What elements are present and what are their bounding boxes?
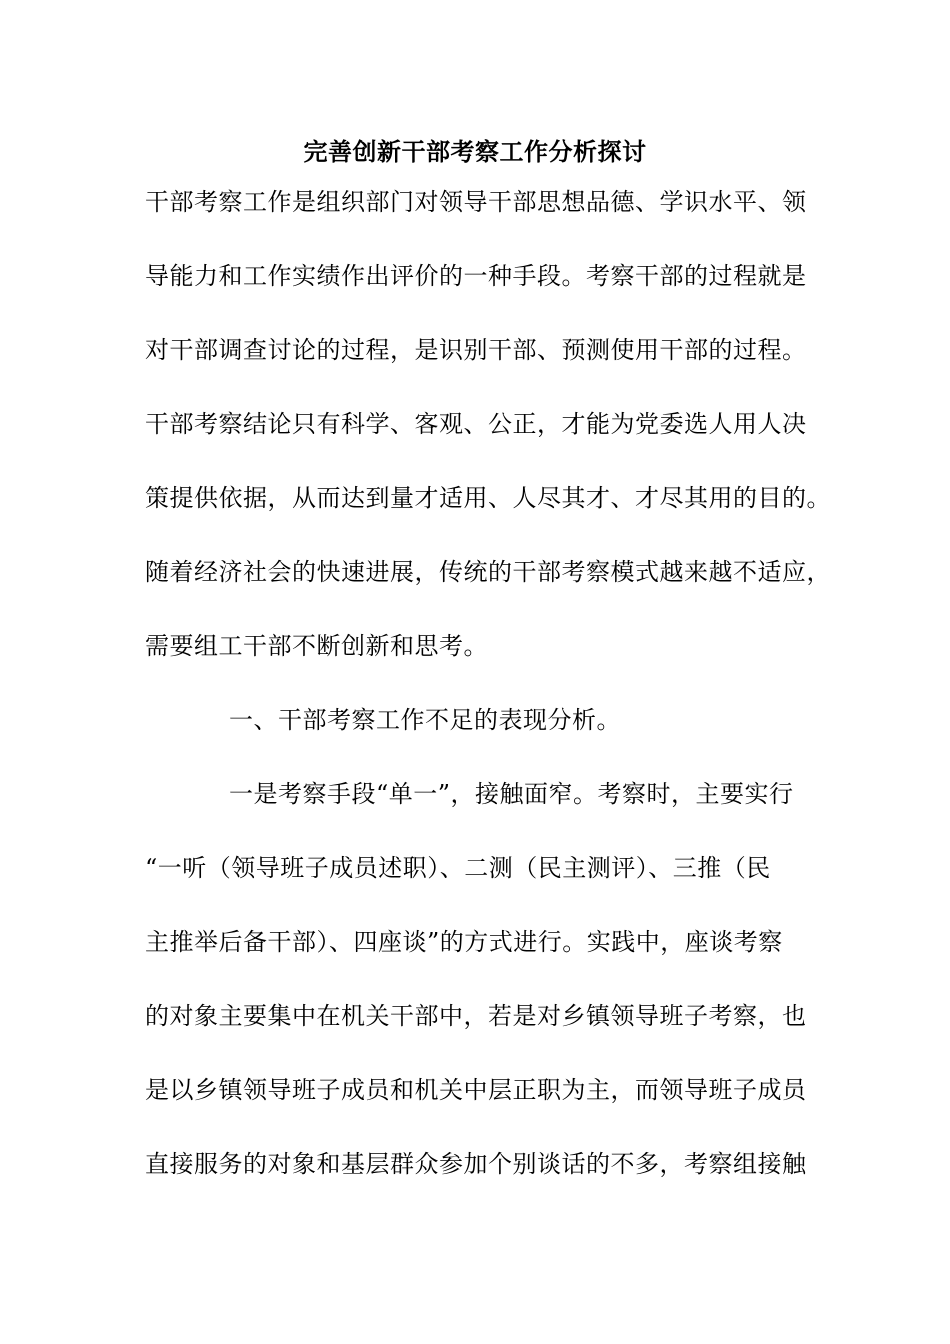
document-title: 完善创新干部考察工作分析探讨 [303,137,647,166]
paragraph-line: “一听（领导班子成员述职）、二测（民主测评）、三推（民 [145,854,771,882]
paragraph-line: 干部考察结论只有科学、客观、公正，才能为党委选人用人决 [145,410,807,438]
paragraph-line: 直接服务的对象和基层群众参加个别谈话的不多，考察组接触 [145,1150,807,1178]
paragraph-line: 策提供依据，从而达到量才适用、人尽其才、才尽其用的目的。 [145,484,831,512]
paragraph-line: 随着经济社会的快速进展，传统的干部考察模式越来越不适应， [145,558,831,586]
paragraph-line: 干部考察工作是组织部门对领导干部思想品德、学识水平、领 [145,188,807,216]
section-heading: 一、干部考察工作不足的表现分析。 [229,706,621,734]
paragraph-line: 的对象主要集中在机关干部中，若是对乡镇领导班子考察，也 [145,1002,807,1030]
paragraph-line: 是以乡镇领导班子成员和机关中层正职为主，而领导班子成员 [145,1076,807,1104]
paragraph-line: 主推举后备干部）、四座谈”的方式进行。实践中，座谈考察 [145,928,783,956]
paragraph-line: 对干部调查讨论的过程，是识别干部、预测使用干部的过程。 [145,336,807,364]
paragraph-line: 导能力和工作实绩作出评价的一种手段。考察干部的过程就是 [145,262,807,290]
paragraph-line: 需要组工干部不断创新和思考。 [145,632,488,660]
paragraph-line: 一是考察手段“单一”，接触面窄。考察时，主要实行 [229,780,794,808]
